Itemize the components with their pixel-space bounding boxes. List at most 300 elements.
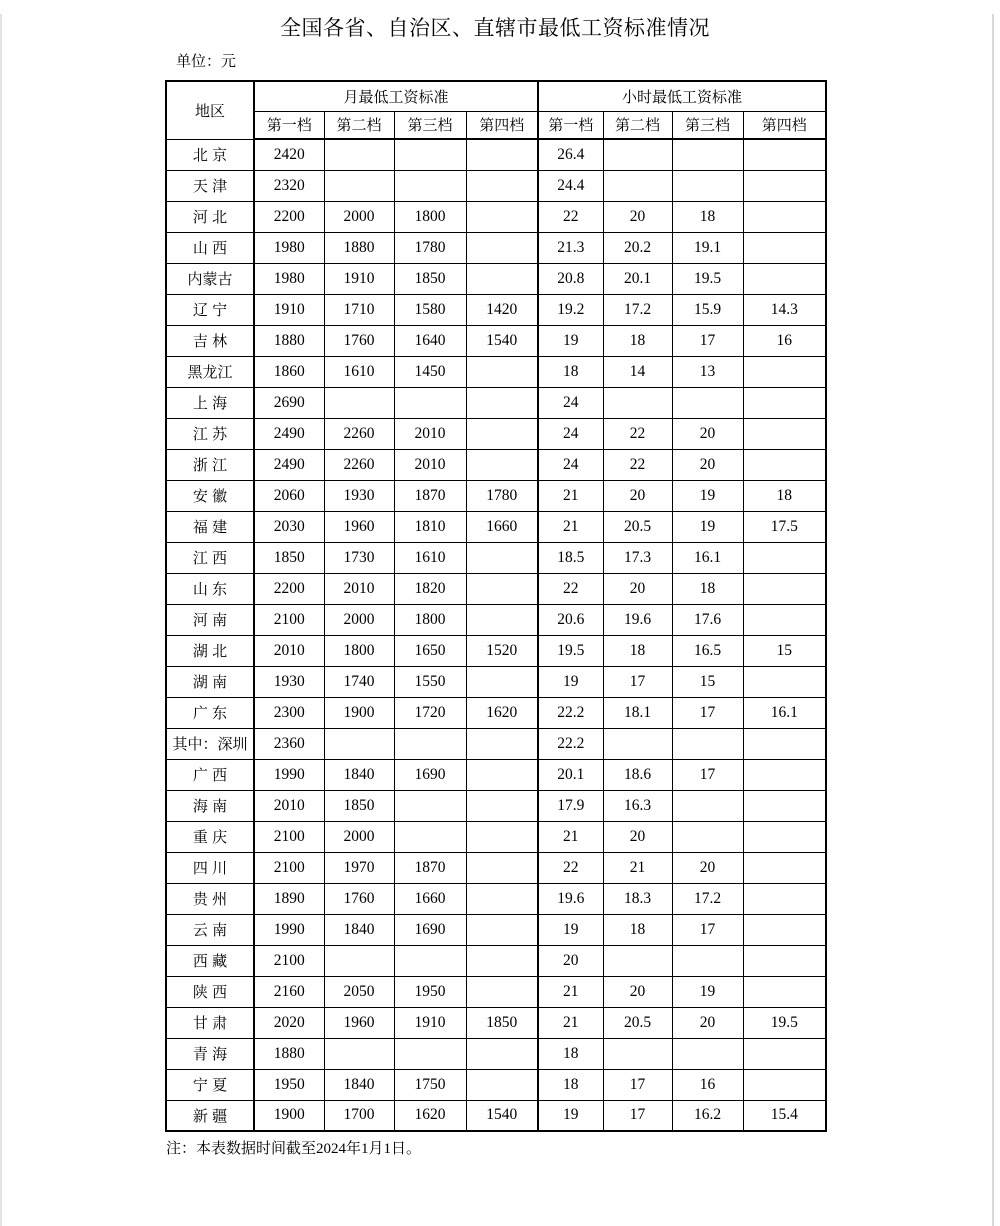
monthly-tier-3-cell — [394, 1038, 466, 1069]
region-cell: 海 南 — [166, 790, 254, 821]
monthly-tier-2-cell: 1910 — [324, 263, 394, 294]
hourly-tier-1-cell: 24.4 — [538, 170, 603, 201]
region-cell: 江 西 — [166, 542, 254, 573]
table-row — [166, 1100, 826, 1131]
hourly-tier-2-cell: 22 — [603, 418, 672, 449]
monthly-tier-1-cell: 1910 — [254, 294, 324, 325]
column-header-monthly-tier-4: 第四档 — [466, 111, 538, 139]
monthly-tier-4-cell — [466, 139, 538, 170]
table-row — [166, 356, 826, 387]
region-cell: 陕 西 — [166, 976, 254, 1007]
monthly-tier-4-cell — [466, 263, 538, 294]
column-header-region: 地区 — [166, 81, 254, 139]
monthly-tier-4-cell — [466, 1038, 538, 1069]
hourly-tier-1-cell: 21 — [538, 511, 603, 542]
hourly-tier-3-cell: 16 — [672, 1069, 743, 1100]
hourly-tier-2-cell: 18.6 — [603, 759, 672, 790]
monthly-tier-1-cell: 2200 — [254, 573, 324, 604]
monthly-tier-4-cell — [466, 852, 538, 883]
hourly-tier-3-cell: 16.5 — [672, 635, 743, 666]
monthly-tier-4-cell — [466, 976, 538, 1007]
hourly-tier-4-cell — [743, 790, 826, 821]
region-cell: 天 津 — [166, 170, 254, 201]
unit-label: 单位：元 — [176, 53, 237, 70]
monthly-tier-2-cell: 1840 — [324, 1069, 394, 1100]
table-header — [166, 81, 826, 139]
hourly-tier-3-cell: 19 — [672, 480, 743, 511]
monthly-tier-4-cell — [466, 418, 538, 449]
hourly-tier-4-cell — [743, 356, 826, 387]
page-edge-left — [0, 14, 2, 1226]
monthly-tier-2-cell: 1700 — [324, 1100, 394, 1131]
region-cell: 青 海 — [166, 1038, 254, 1069]
monthly-tier-4-cell: 1520 — [466, 635, 538, 666]
hourly-tier-3-cell: 17 — [672, 325, 743, 356]
region-cell: 甘 肃 — [166, 1007, 254, 1038]
monthly-tier-2-cell: 1730 — [324, 542, 394, 573]
monthly-tier-3-cell: 1910 — [394, 1007, 466, 1038]
monthly-tier-2-cell: 1850 — [324, 790, 394, 821]
hourly-tier-2-cell: 21 — [603, 852, 672, 883]
table-row — [166, 852, 826, 883]
monthly-tier-1-cell: 1880 — [254, 1038, 324, 1069]
hourly-tier-1-cell: 19.5 — [538, 635, 603, 666]
region-cell: 河 南 — [166, 604, 254, 635]
hourly-tier-2-cell: 20 — [603, 480, 672, 511]
table-row — [166, 449, 826, 480]
hourly-tier-3-cell: 18 — [672, 573, 743, 604]
monthly-tier-1-cell: 1850 — [254, 542, 324, 573]
monthly-tier-2-cell — [324, 387, 394, 418]
monthly-tier-1-cell: 2020 — [254, 1007, 324, 1038]
monthly-tier-1-cell: 1990 — [254, 914, 324, 945]
monthly-tier-3-cell: 1720 — [394, 697, 466, 728]
region-cell: 西 藏 — [166, 945, 254, 976]
monthly-tier-2-cell: 1740 — [324, 666, 394, 697]
monthly-tier-2-cell: 1610 — [324, 356, 394, 387]
hourly-tier-1-cell: 19 — [538, 1100, 603, 1131]
table-row — [166, 759, 826, 790]
monthly-tier-4-cell — [466, 542, 538, 573]
monthly-tier-3-cell: 1580 — [394, 294, 466, 325]
hourly-tier-1-cell: 22.2 — [538, 697, 603, 728]
monthly-tier-4-cell — [466, 914, 538, 945]
monthly-tier-1-cell: 1950 — [254, 1069, 324, 1100]
monthly-tier-1-cell: 1880 — [254, 325, 324, 356]
table-row — [166, 263, 826, 294]
region-cell: 山 西 — [166, 232, 254, 263]
table-body — [166, 139, 826, 1131]
hourly-tier-2-cell: 17.2 — [603, 294, 672, 325]
monthly-tier-2-cell: 1900 — [324, 697, 394, 728]
region-cell: 北 京 — [166, 139, 254, 170]
hourly-tier-4-cell — [743, 232, 826, 263]
monthly-tier-4-cell — [466, 1069, 538, 1100]
monthly-tier-3-cell: 1690 — [394, 914, 466, 945]
monthly-tier-3-cell: 1620 — [394, 1100, 466, 1131]
hourly-tier-1-cell: 18.5 — [538, 542, 603, 573]
region-cell: 山 东 — [166, 573, 254, 604]
hourly-tier-1-cell: 21 — [538, 976, 603, 1007]
hourly-tier-2-cell: 17.3 — [603, 542, 672, 573]
hourly-tier-1-cell: 21.3 — [538, 232, 603, 263]
monthly-tier-4-cell — [466, 604, 538, 635]
monthly-tier-1-cell: 2160 — [254, 976, 324, 1007]
hourly-tier-2-cell: 20 — [603, 976, 672, 1007]
monthly-tier-4-cell — [466, 232, 538, 263]
region-cell: 福 建 — [166, 511, 254, 542]
hourly-tier-2-cell: 18 — [603, 635, 672, 666]
hourly-tier-1-cell: 22.2 — [538, 728, 603, 759]
monthly-tier-3-cell: 2010 — [394, 418, 466, 449]
monthly-tier-1-cell: 1930 — [254, 666, 324, 697]
table-row — [166, 1069, 826, 1100]
hourly-tier-4-cell — [743, 542, 826, 573]
hourly-tier-4-cell — [743, 139, 826, 170]
monthly-tier-3-cell — [394, 387, 466, 418]
region-cell: 四 川 — [166, 852, 254, 883]
hourly-tier-2-cell: 17 — [603, 1100, 672, 1131]
monthly-tier-3-cell — [394, 170, 466, 201]
monthly-tier-3-cell: 1820 — [394, 573, 466, 604]
hourly-tier-1-cell: 20.6 — [538, 604, 603, 635]
monthly-tier-1-cell: 1980 — [254, 232, 324, 263]
monthly-tier-3-cell: 1800 — [394, 201, 466, 232]
hourly-tier-1-cell: 22 — [538, 201, 603, 232]
footnote: 注：本表数据时间截至2024年1月1日。 — [166, 1141, 422, 1157]
hourly-tier-1-cell: 19.2 — [538, 294, 603, 325]
hourly-tier-1-cell: 18 — [538, 1038, 603, 1069]
monthly-tier-4-cell — [466, 666, 538, 697]
monthly-tier-2-cell: 2010 — [324, 573, 394, 604]
monthly-tier-3-cell: 1950 — [394, 976, 466, 1007]
column-header-hourly-tier-2: 第二档 — [603, 111, 672, 139]
hourly-tier-4-cell: 14.3 — [743, 294, 826, 325]
hourly-tier-2-cell: 20.5 — [603, 511, 672, 542]
monthly-tier-1-cell: 2030 — [254, 511, 324, 542]
table-row — [166, 1007, 826, 1038]
hourly-tier-1-cell: 20.8 — [538, 263, 603, 294]
monthly-tier-4-cell — [466, 170, 538, 201]
monthly-tier-1-cell: 1980 — [254, 263, 324, 294]
monthly-tier-3-cell — [394, 790, 466, 821]
hourly-tier-4-cell: 15.4 — [743, 1100, 826, 1131]
hourly-tier-3-cell: 20 — [672, 1007, 743, 1038]
hourly-tier-3-cell — [672, 790, 743, 821]
hourly-tier-2-cell: 18 — [603, 325, 672, 356]
region-cell: 吉 林 — [166, 325, 254, 356]
monthly-tier-2-cell: 1930 — [324, 480, 394, 511]
region-cell: 安 徽 — [166, 480, 254, 511]
monthly-tier-4-cell: 1540 — [466, 325, 538, 356]
table-row — [166, 480, 826, 511]
table-row — [166, 1038, 826, 1069]
hourly-tier-2-cell: 16.3 — [603, 790, 672, 821]
monthly-tier-4-cell: 1780 — [466, 480, 538, 511]
region-cell: 江 苏 — [166, 418, 254, 449]
hourly-tier-3-cell: 15.9 — [672, 294, 743, 325]
hourly-tier-4-cell — [743, 852, 826, 883]
minimum-wage-table — [165, 80, 827, 1132]
hourly-tier-4-cell — [743, 759, 826, 790]
hourly-tier-1-cell: 18 — [538, 356, 603, 387]
hourly-tier-4-cell — [743, 821, 826, 852]
table-row — [166, 201, 826, 232]
monthly-tier-1-cell: 2100 — [254, 945, 324, 976]
region-cell: 浙 江 — [166, 449, 254, 480]
region-cell: 辽 宁 — [166, 294, 254, 325]
monthly-tier-3-cell: 1450 — [394, 356, 466, 387]
hourly-tier-3-cell: 17 — [672, 914, 743, 945]
hourly-tier-4-cell — [743, 1038, 826, 1069]
monthly-tier-3-cell: 1870 — [394, 852, 466, 883]
hourly-tier-4-cell — [743, 1069, 826, 1100]
monthly-tier-2-cell — [324, 728, 394, 759]
monthly-tier-1-cell: 2100 — [254, 604, 324, 635]
table-row — [166, 418, 826, 449]
region-cell: 重 庆 — [166, 821, 254, 852]
hourly-tier-2-cell: 14 — [603, 356, 672, 387]
column-group-monthly-minimum-wage: 月最低工资标准 — [254, 81, 538, 111]
monthly-tier-4-cell — [466, 356, 538, 387]
monthly-tier-3-cell: 1650 — [394, 635, 466, 666]
hourly-tier-1-cell: 19 — [538, 325, 603, 356]
monthly-tier-3-cell — [394, 139, 466, 170]
hourly-tier-4-cell — [743, 263, 826, 294]
monthly-tier-4-cell — [466, 821, 538, 852]
table-row — [166, 635, 826, 666]
hourly-tier-2-cell: 20.1 — [603, 263, 672, 294]
monthly-tier-1-cell: 2360 — [254, 728, 324, 759]
hourly-tier-3-cell: 16.2 — [672, 1100, 743, 1131]
hourly-tier-2-cell: 20 — [603, 573, 672, 604]
hourly-tier-4-cell: 15 — [743, 635, 826, 666]
monthly-tier-4-cell — [466, 387, 538, 418]
column-group-hourly-minimum-wage: 小时最低工资标准 — [538, 81, 826, 111]
hourly-tier-2-cell: 18.3 — [603, 883, 672, 914]
region-cell: 湖 南 — [166, 666, 254, 697]
hourly-tier-2-cell — [603, 139, 672, 170]
hourly-tier-3-cell: 17 — [672, 759, 743, 790]
hourly-tier-2-cell: 20 — [603, 201, 672, 232]
hourly-tier-2-cell — [603, 945, 672, 976]
table-row — [166, 325, 826, 356]
monthly-tier-1-cell: 2690 — [254, 387, 324, 418]
monthly-tier-4-cell — [466, 449, 538, 480]
hourly-tier-2-cell: 18.1 — [603, 697, 672, 728]
hourly-tier-4-cell — [743, 573, 826, 604]
monthly-tier-2-cell: 1710 — [324, 294, 394, 325]
monthly-tier-3-cell: 2010 — [394, 449, 466, 480]
monthly-tier-2-cell: 1800 — [324, 635, 394, 666]
hourly-tier-3-cell: 20 — [672, 852, 743, 883]
hourly-tier-1-cell: 22 — [538, 573, 603, 604]
monthly-tier-4-cell: 1540 — [466, 1100, 538, 1131]
monthly-tier-3-cell: 1610 — [394, 542, 466, 573]
monthly-tier-1-cell: 2060 — [254, 480, 324, 511]
column-header-hourly-tier-1: 第一档 — [538, 111, 603, 139]
hourly-tier-4-cell — [743, 201, 826, 232]
monthly-tier-4-cell — [466, 728, 538, 759]
monthly-tier-4-cell — [466, 759, 538, 790]
monthly-tier-4-cell: 1420 — [466, 294, 538, 325]
region-cell: 其中：深圳 — [166, 728, 254, 759]
hourly-tier-1-cell: 18 — [538, 1069, 603, 1100]
monthly-tier-4-cell — [466, 573, 538, 604]
hourly-tier-1-cell: 24 — [538, 387, 603, 418]
monthly-tier-2-cell — [324, 139, 394, 170]
hourly-tier-4-cell — [743, 170, 826, 201]
hourly-tier-4-cell — [743, 945, 826, 976]
table-row — [166, 232, 826, 263]
hourly-tier-4-cell — [743, 728, 826, 759]
monthly-tier-2-cell: 1840 — [324, 759, 394, 790]
region-cell: 黑龙江 — [166, 356, 254, 387]
table-row — [166, 604, 826, 635]
monthly-tier-1-cell: 2200 — [254, 201, 324, 232]
monthly-tier-1-cell: 2300 — [254, 697, 324, 728]
hourly-tier-4-cell: 16 — [743, 325, 826, 356]
monthly-tier-1-cell: 1900 — [254, 1100, 324, 1131]
region-cell: 新 疆 — [166, 1100, 254, 1131]
hourly-tier-4-cell — [743, 666, 826, 697]
hourly-tier-4-cell — [743, 914, 826, 945]
hourly-tier-1-cell: 19 — [538, 914, 603, 945]
monthly-tier-2-cell: 2000 — [324, 604, 394, 635]
monthly-tier-2-cell — [324, 1038, 394, 1069]
hourly-tier-4-cell: 18 — [743, 480, 826, 511]
hourly-tier-1-cell: 22 — [538, 852, 603, 883]
region-cell: 广 西 — [166, 759, 254, 790]
hourly-tier-1-cell: 20 — [538, 945, 603, 976]
region-cell: 贵 州 — [166, 883, 254, 914]
column-header-hourly-tier-4: 第四档 — [743, 111, 826, 139]
hourly-tier-3-cell — [672, 1038, 743, 1069]
monthly-tier-3-cell: 1640 — [394, 325, 466, 356]
hourly-tier-2-cell: 17 — [603, 1069, 672, 1100]
monthly-tier-3-cell: 1660 — [394, 883, 466, 914]
hourly-tier-1-cell: 21 — [538, 1007, 603, 1038]
hourly-tier-2-cell: 19.6 — [603, 604, 672, 635]
hourly-tier-3-cell: 19 — [672, 976, 743, 1007]
table-row — [166, 511, 826, 542]
monthly-tier-2-cell: 1760 — [324, 883, 394, 914]
hourly-tier-2-cell — [603, 1038, 672, 1069]
table-row — [166, 666, 826, 697]
monthly-tier-2-cell: 2000 — [324, 821, 394, 852]
monthly-tier-4-cell — [466, 790, 538, 821]
monthly-tier-1-cell: 1990 — [254, 759, 324, 790]
table-row — [166, 883, 826, 914]
hourly-tier-3-cell — [672, 821, 743, 852]
monthly-tier-2-cell — [324, 945, 394, 976]
hourly-tier-3-cell — [672, 170, 743, 201]
hourly-tier-3-cell: 16.1 — [672, 542, 743, 573]
monthly-tier-2-cell: 2000 — [324, 201, 394, 232]
page-title: 全国各省、自治区、直辖市最低工资标准情况 — [280, 17, 710, 40]
hourly-tier-3-cell: 20 — [672, 418, 743, 449]
monthly-tier-4-cell — [466, 201, 538, 232]
table-row — [166, 976, 826, 1007]
hourly-tier-3-cell: 17 — [672, 697, 743, 728]
column-header-monthly-tier-3: 第三档 — [394, 111, 466, 139]
table-header-group-row — [166, 81, 826, 111]
table-row — [166, 170, 826, 201]
monthly-tier-2-cell: 1840 — [324, 914, 394, 945]
monthly-tier-2-cell: 1960 — [324, 1007, 394, 1038]
hourly-tier-4-cell — [743, 883, 826, 914]
monthly-tier-1-cell: 2420 — [254, 139, 324, 170]
monthly-tier-3-cell — [394, 728, 466, 759]
table-row — [166, 294, 826, 325]
hourly-tier-1-cell: 19.6 — [538, 883, 603, 914]
hourly-tier-4-cell: 19.5 — [743, 1007, 826, 1038]
region-cell: 广 东 — [166, 697, 254, 728]
monthly-tier-2-cell: 1760 — [324, 325, 394, 356]
monthly-tier-3-cell: 1870 — [394, 480, 466, 511]
monthly-tier-1-cell: 2490 — [254, 449, 324, 480]
table-row — [166, 945, 826, 976]
monthly-tier-3-cell: 1810 — [394, 511, 466, 542]
hourly-tier-1-cell: 19 — [538, 666, 603, 697]
hourly-tier-2-cell: 20.5 — [603, 1007, 672, 1038]
column-header-hourly-tier-3: 第三档 — [672, 111, 743, 139]
region-cell: 湖 北 — [166, 635, 254, 666]
column-header-monthly-tier-2: 第二档 — [324, 111, 394, 139]
hourly-tier-2-cell: 18 — [603, 914, 672, 945]
monthly-tier-2-cell: 2260 — [324, 449, 394, 480]
hourly-tier-2-cell — [603, 728, 672, 759]
monthly-tier-1-cell: 2490 — [254, 418, 324, 449]
hourly-tier-1-cell: 21 — [538, 480, 603, 511]
hourly-tier-4-cell — [743, 449, 826, 480]
hourly-tier-2-cell: 22 — [603, 449, 672, 480]
hourly-tier-3-cell: 13 — [672, 356, 743, 387]
hourly-tier-3-cell: 17.2 — [672, 883, 743, 914]
hourly-tier-4-cell: 16.1 — [743, 697, 826, 728]
hourly-tier-1-cell: 26.4 — [538, 139, 603, 170]
table-row — [166, 790, 826, 821]
monthly-tier-3-cell: 1750 — [394, 1069, 466, 1100]
hourly-tier-1-cell: 20.1 — [538, 759, 603, 790]
region-cell: 云 南 — [166, 914, 254, 945]
monthly-tier-1-cell: 2010 — [254, 635, 324, 666]
monthly-tier-2-cell — [324, 170, 394, 201]
table-row — [166, 387, 826, 418]
hourly-tier-1-cell: 17.9 — [538, 790, 603, 821]
monthly-tier-4-cell — [466, 945, 538, 976]
hourly-tier-2-cell: 20 — [603, 821, 672, 852]
hourly-tier-4-cell — [743, 387, 826, 418]
table-row — [166, 139, 826, 170]
table-row — [166, 728, 826, 759]
monthly-tier-2-cell: 2260 — [324, 418, 394, 449]
hourly-tier-3-cell: 19.5 — [672, 263, 743, 294]
monthly-tier-3-cell: 1850 — [394, 263, 466, 294]
region-cell: 宁 夏 — [166, 1069, 254, 1100]
table-header-tier-row — [166, 111, 826, 139]
monthly-tier-3-cell — [394, 821, 466, 852]
monthly-tier-3-cell: 1690 — [394, 759, 466, 790]
hourly-tier-2-cell — [603, 387, 672, 418]
hourly-tier-3-cell: 15 — [672, 666, 743, 697]
hourly-tier-3-cell — [672, 945, 743, 976]
hourly-tier-3-cell — [672, 387, 743, 418]
table-row — [166, 697, 826, 728]
region-cell: 上 海 — [166, 387, 254, 418]
region-cell: 河 北 — [166, 201, 254, 232]
monthly-tier-2-cell: 2050 — [324, 976, 394, 1007]
